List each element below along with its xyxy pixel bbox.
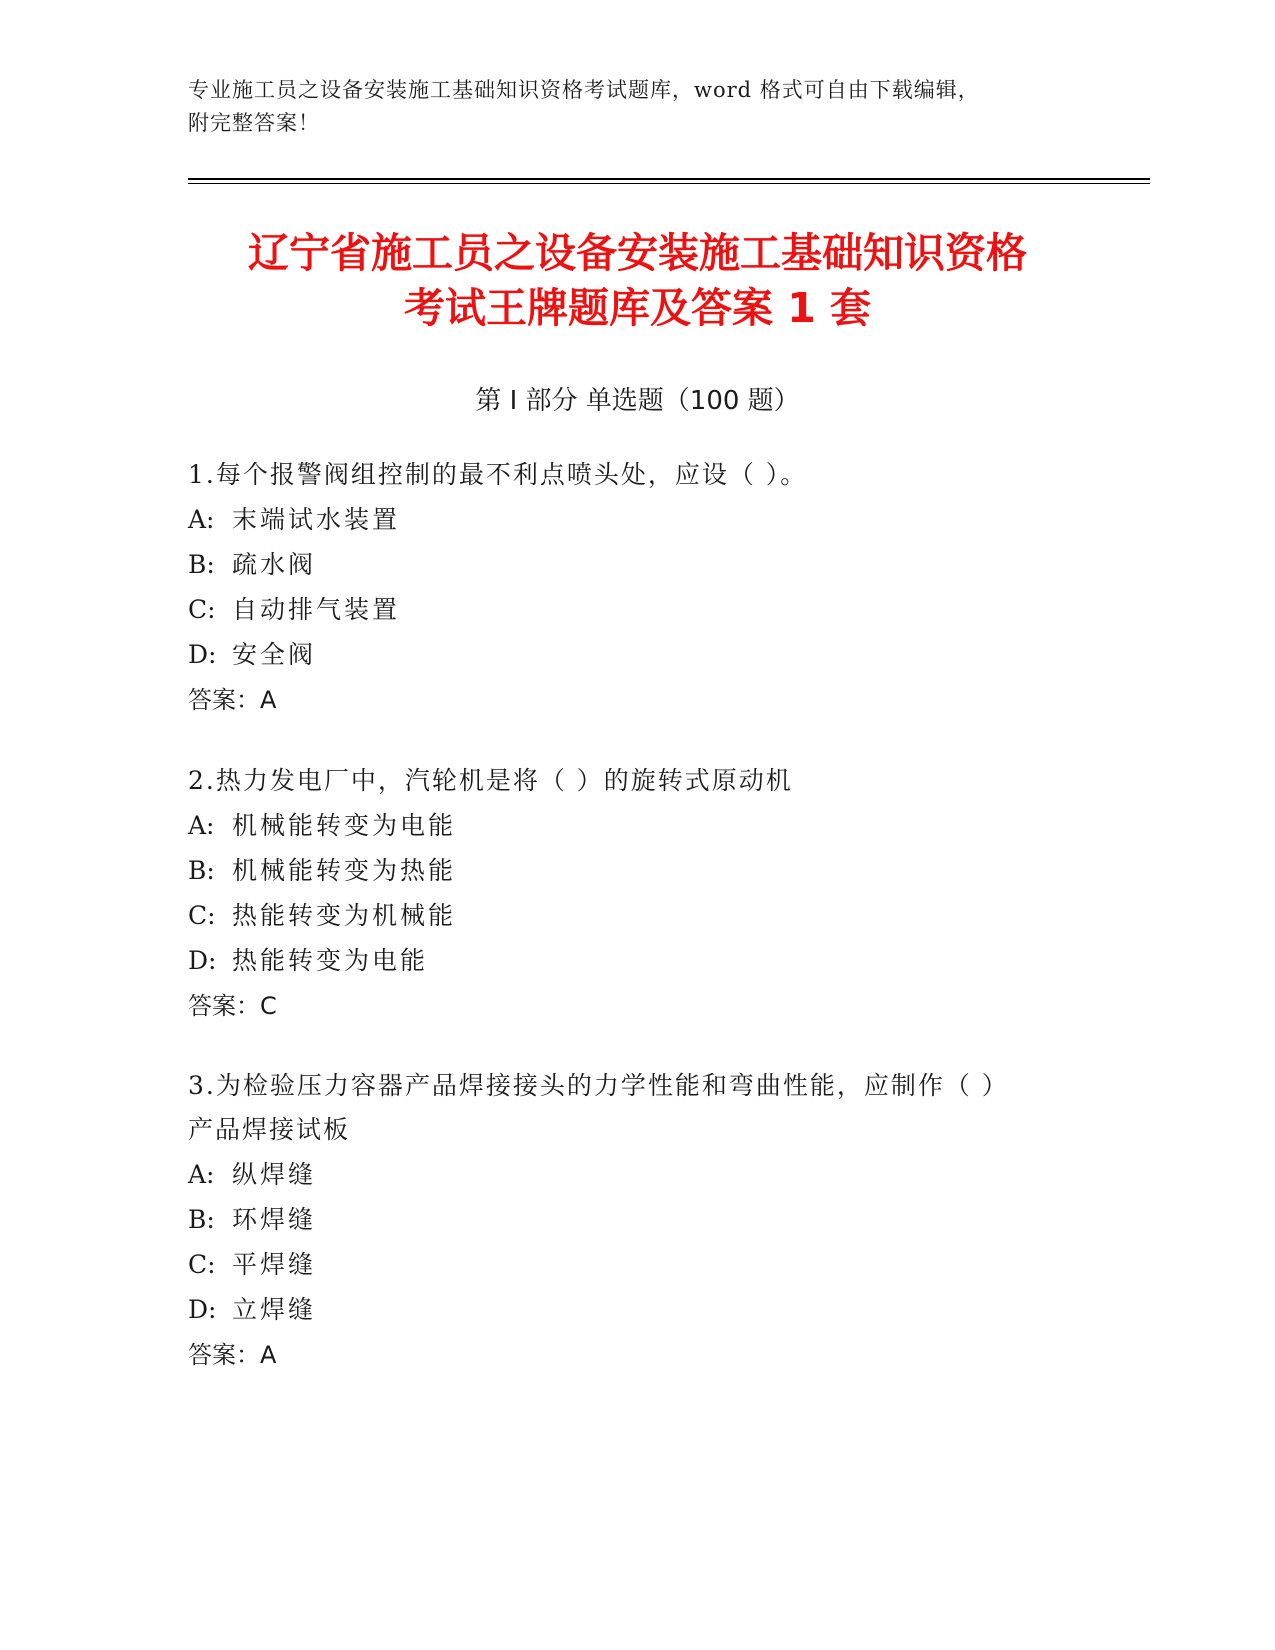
option-letter: B: — [188, 1205, 215, 1234]
option-text: 末端试水装置 — [232, 505, 401, 534]
option-letter: B: — [188, 550, 215, 579]
option-text: 机械能转变为热能 — [232, 856, 457, 885]
option-text: 平焊缝 — [232, 1250, 317, 1279]
document-title-line: 考试王牌题库及答案 1 套 — [403, 284, 872, 332]
option-letter: A: — [188, 1160, 215, 1189]
question-item — [188, 1064, 1088, 1378]
option-c — [188, 893, 1088, 938]
answer-line: 答案：A — [188, 686, 277, 714]
header-divider-thick — [188, 178, 1150, 180]
question-item — [188, 453, 1088, 723]
header-note-line: 附完整答案！ — [188, 111, 320, 135]
question-stem: 3.为检验压力容器产品焊接接头的力学性能和弯曲性能，应制作（ ） — [188, 1071, 1009, 1100]
option-d — [188, 1287, 1088, 1332]
header-note-line: 专业施工员之设备安装施工基础知识资格考试题库，word 格式可自由下载编辑， — [188, 78, 980, 102]
option-a — [188, 1152, 1088, 1197]
option-text: 环焊缝 — [232, 1205, 317, 1234]
option-letter: D: — [188, 1295, 217, 1324]
option-text: 立焊缝 — [232, 1295, 317, 1324]
option-letter: A: — [188, 811, 215, 840]
question-item — [188, 759, 1088, 1029]
option-d — [188, 632, 1088, 677]
answer-line: 答案：A — [188, 1341, 277, 1369]
option-letter: D: — [188, 640, 217, 669]
section-title: 第 I 部分 单选题（100 题） — [475, 386, 800, 416]
option-text: 自动排气装置 — [232, 595, 401, 624]
option-text: 热能转变为电能 — [232, 946, 429, 975]
option-text: 热能转变为机械能 — [232, 901, 457, 930]
option-letter: B: — [188, 856, 215, 885]
question-stem: 2.热力发电厂中，汽轮机是将（ ）的旋转式原动机 — [188, 766, 793, 795]
option-b — [188, 1197, 1088, 1242]
option-letter: D: — [188, 946, 217, 975]
option-text: 安全阀 — [232, 640, 317, 669]
option-b — [188, 848, 1088, 893]
header-note — [188, 74, 1088, 140]
option-d — [188, 938, 1088, 983]
option-c — [188, 587, 1088, 632]
option-a — [188, 497, 1088, 542]
header-divider-thin — [188, 183, 1150, 184]
option-letter: C: — [188, 1250, 216, 1279]
document-title — [150, 226, 1125, 336]
document-title-line: 辽宁省施工员之设备安装施工基础知识资格 — [248, 229, 1027, 277]
option-a — [188, 803, 1088, 848]
option-letter: A: — [188, 505, 215, 534]
option-text: 疏水阀 — [232, 550, 317, 579]
question-stem-continued: 产品焊接试板 — [188, 1115, 351, 1144]
option-text: 纵焊缝 — [232, 1160, 317, 1189]
answer-line: 答案：C — [188, 992, 277, 1020]
option-b — [188, 542, 1088, 587]
option-text: 机械能转变为电能 — [232, 811, 457, 840]
option-letter: C: — [188, 901, 216, 930]
option-letter: C: — [188, 595, 216, 624]
option-c — [188, 1242, 1088, 1287]
question-stem: 1.每个报警阀组控制的最不利点喷头处，应设（ ）。 — [188, 460, 808, 489]
